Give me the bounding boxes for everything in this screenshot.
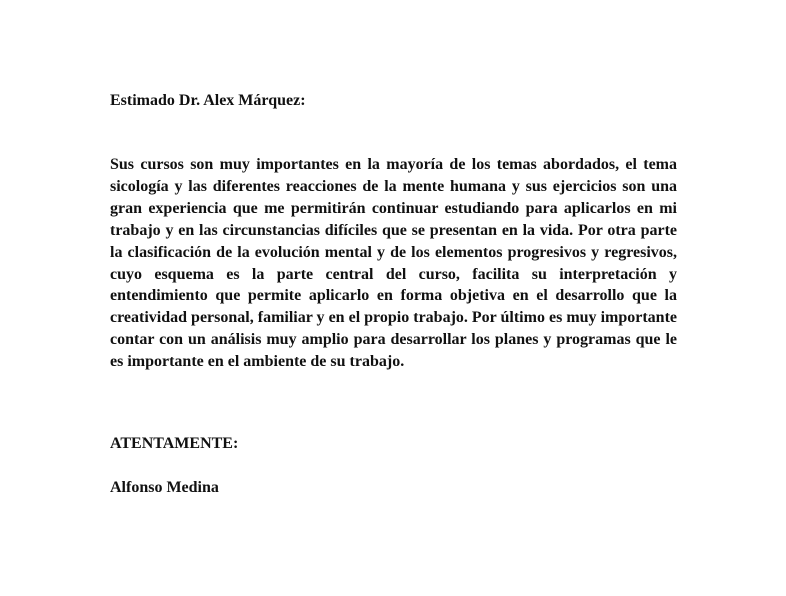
salutation: Estimado Dr. Alex Márquez: [110, 92, 306, 109]
signature-name: Alfonso Medina [110, 479, 219, 496]
letter-body: Sus cursos son muy importantes en la mayoría de los temas abordados, el tema sicología y las diferentes reacciones de la mente humana y sus ejercicios son una gran experiencia que me permitirán continuar estudiando para aplicarlos en mi trabajo y en las circunstancias difíciles que se presentan en la vida. Por otra parte la clasificación de la evolución mental y de los elementos progresivos y regresivos, cuyo esquema es la parte central del curso, facilita su interpretación y entendimiento que permite aplicarlo en forma objetiva en el desarrollo que la creatividad personal, familiar y en el propio trabajo. Por último es muy importante contar con un análisis muy amplio para desarrollar los planes y programas que le es importante en el ambiente de su trabajo. [110, 156, 677, 371]
closing: ATENTAMENTE: [110, 435, 239, 452]
